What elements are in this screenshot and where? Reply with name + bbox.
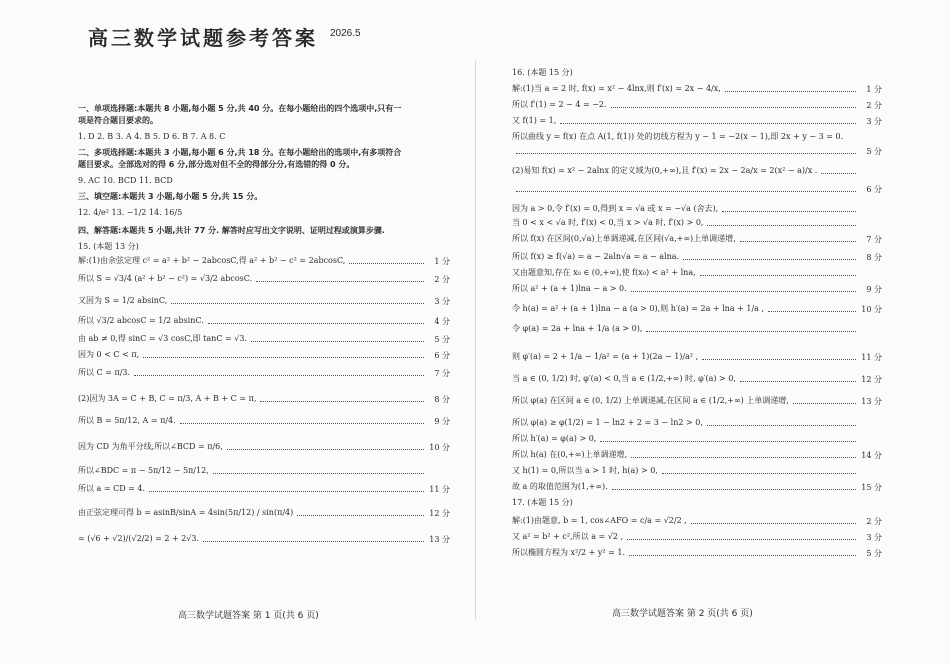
right-page — [512, 56, 882, 646]
answer-line — [78, 296, 167, 306]
dot-leader — [768, 311, 856, 312]
answer-text: 题目要求。全部选对的得 6 分,部分选对但不全的得部分分,有选错的得 0 分。 — [78, 160, 355, 169]
answer-text: 三、填空题:本题共 3 小题,每小题 5 分,共 15 分。 — [78, 192, 263, 201]
dot-leader — [612, 489, 856, 490]
answer-text: 所以 φ(a) ≥ φ(1/2) = 1 − ln2 + 2 = 3 − ln2 > 0, — [512, 418, 703, 427]
answer-line — [78, 226, 385, 236]
answer-line — [78, 466, 209, 476]
answer-line — [512, 396, 789, 406]
answer-text: 因为 a > 0,令 f′(x) = 0,得到 x = √a 或 x = −√a (舍去), — [512, 204, 719, 213]
dot-leader — [171, 303, 424, 304]
dot-leader — [227, 449, 424, 450]
answer-text: 又 h(1) = 0,所以当 a > 1 时, h(a) > 0, — [512, 466, 658, 475]
answer-text: 又因为 S = 1/2 absinC, — [78, 296, 168, 305]
score-mark: 6 分 — [866, 185, 882, 194]
answer-text: 所以椭圆方程为 x²/2 + y² = 1. — [512, 548, 625, 557]
dot-leader — [725, 91, 856, 92]
answer-line — [512, 548, 625, 558]
dot-leader — [631, 291, 856, 292]
answer-text: 项是符合题目要求的。 — [78, 116, 158, 125]
answer-text: 所以 f′(1) = 2 − 4 = −2. — [512, 100, 607, 109]
score-mark: 11 分 — [429, 485, 450, 494]
dot-leader — [793, 403, 856, 404]
answer-text: 二、多项选择题:本题共 3 小题,每小题 6 分,共 18 分。在每小题给出的选项中,有多项符合 — [78, 148, 402, 157]
answer-line — [78, 508, 293, 518]
answer-text: 令 φ(a) = 2a + lna + 1/a (a > 0), — [512, 324, 643, 333]
score-mark: 2 分 — [866, 517, 882, 526]
score-mark: 1 分 — [866, 85, 882, 94]
dot-leader — [134, 375, 424, 376]
answer-text: 所以 a = CD = 4. — [78, 484, 146, 493]
dot-leader — [251, 341, 424, 342]
dot-leader — [256, 281, 424, 282]
answer-line — [512, 100, 607, 110]
answer-text: = (√6 + √2)/(√2/2) = 2 + 2√3. — [78, 534, 200, 543]
answer-text: 一、单项选择题:本题共 8 小题,每小题 5 分,共 40 分。在每小题给出的四个选项中,只有一 — [78, 104, 402, 113]
answer-line — [78, 316, 204, 326]
answer-line — [78, 416, 176, 426]
dot-leader — [560, 123, 856, 124]
answer-text: 1. D 2. B 3. A 4. B 5. D 6. B 7. A 8. C — [78, 132, 226, 141]
dot-leader — [707, 425, 856, 426]
answer-text: 则 φ′(a) = 2 + 1/a − 1/a² = (a + 1)(2a − 1)/a² , — [512, 352, 699, 361]
answer-text: 所以 h(a) 在(0,+∞)上单调递增, — [512, 450, 628, 459]
score-mark: 14 分 — [861, 451, 882, 460]
score-mark: 5 分 — [866, 549, 882, 558]
left-page — [78, 56, 450, 646]
answer-text: 因为 CD 为角平分线,所以∠BCD = π/6, — [78, 442, 223, 451]
score-mark: 10 分 — [429, 443, 450, 452]
answer-line — [512, 252, 679, 262]
dot-leader — [631, 457, 856, 458]
dot-leader — [208, 323, 424, 324]
answer-line — [512, 482, 608, 492]
answer-line — [78, 148, 401, 158]
answer-text: 又 a² = b² + c²,所以 a = √2 , — [512, 532, 624, 541]
answer-line — [512, 166, 817, 176]
answer-text: 所以 B = 5π/12, A = π/4. — [78, 416, 176, 425]
answer-line — [512, 268, 696, 278]
score-mark: 2 分 — [866, 101, 882, 110]
dot-leader — [213, 473, 424, 474]
answer-line — [512, 516, 687, 526]
dot-leader — [627, 539, 856, 540]
dot-leader — [349, 263, 424, 264]
answer-text: 故 a 的取值范围为(1,+∞). — [512, 482, 608, 491]
answer-text: 四、解答题:本题共 5 小题,共计 77 分. 解答时应写出文字说明、证明过程或演算步骤. — [78, 226, 385, 235]
answer-text: 由正弦定理可得 b = asinB/sinA = 4sin(5π/12) / sin(π/4) — [78, 508, 294, 517]
score-mark: 6 分 — [434, 351, 450, 360]
dot-leader — [611, 107, 856, 108]
dot-leader — [700, 275, 856, 276]
score-mark: 9 分 — [866, 285, 882, 294]
score-mark: 15 分 — [861, 483, 882, 492]
answer-text: 当 a ∈ (0, 1/2) 时, φ′(a) < 0,当 a ∈ (1/2,+∞) 时, φ′(a) > 0, — [512, 374, 736, 383]
dot-leader — [821, 173, 856, 174]
dot-leader — [722, 211, 856, 212]
answer-line — [512, 352, 698, 362]
answer-text: (2)易知 f(x) = x² − 2alnx 的定义域为(0,+∞),且 f′(x) = 2x − 2a/x = 2(x² − a)/x . — [512, 166, 818, 175]
answer-line — [78, 484, 145, 494]
answer-text: 所以 √3/2 abcosC = 1/2 absinC. — [78, 316, 204, 325]
right-page-footer: 高三数学试题答案 第 2 页(共 6 页) — [612, 609, 753, 619]
score-mark: 7 分 — [866, 235, 882, 244]
answer-text: 所以 f(x) ≥ f(√a) = a − 2aln√a = a − alna. — [512, 252, 680, 261]
page-divider — [475, 60, 476, 620]
answer-text: 由 ab ≠ 0,得 sinC = √3 cosC,即 tanC = √3. — [78, 334, 247, 343]
answer-text: 所以 f(x) 在区间(0,√a)上单调递减,在区间(√a,+∞)上单调递增, — [512, 234, 736, 243]
answer-line — [512, 466, 658, 476]
answer-line — [78, 334, 247, 344]
answer-line — [512, 418, 703, 428]
score-mark: 13 分 — [861, 397, 882, 406]
dot-leader — [516, 153, 856, 154]
answer-text: 解:(1)由题意, b = 1, cos∠AFO = c/a = √2/2 , — [512, 516, 687, 525]
answer-text: 17. (本题 15 分) — [512, 498, 573, 507]
answer-text: 所以 a² + (a + 1)lna − a > 0. — [512, 284, 627, 293]
answer-text: 16. (本题 15 分) — [512, 68, 573, 77]
answer-line — [512, 374, 736, 384]
answer-text: 因为 0 < C < π, — [78, 350, 140, 359]
answer-text: 所以曲线 y = f(x) 在点 A(1, f(1)) 处的切线方程为 y − 1 = −2(x − 1),即 2x + y − 3 = 0. — [512, 132, 844, 141]
answer-line — [78, 116, 158, 126]
dot-leader — [691, 523, 856, 524]
score-mark: 5 分 — [866, 147, 882, 156]
dot-leader — [683, 259, 856, 260]
page-title: 高三数学试题参考答案 — [88, 26, 318, 50]
answer-line — [512, 204, 718, 214]
answer-line — [512, 84, 721, 94]
answer-line — [512, 284, 627, 294]
answer-line — [78, 192, 262, 202]
answer-text: 所以 φ(a) 在区间 a ∈ (0, 1/2) 上单调递减,在区间 a ∈ (1/2,+∞) 上单调递增, — [512, 396, 789, 405]
dot-leader — [143, 357, 424, 358]
answer-line — [512, 498, 573, 508]
score-mark: 12 分 — [429, 509, 450, 518]
dot-leader — [740, 241, 856, 242]
answer-text: (2)因为 3A = C + B, C = π/3, A + B + C = π, — [78, 394, 257, 403]
answer-line — [78, 132, 225, 142]
dot-leader — [516, 191, 856, 192]
answer-line — [78, 394, 256, 404]
answer-line — [512, 450, 627, 460]
answer-line — [512, 532, 623, 542]
answer-line — [512, 116, 556, 126]
answer-text: 12. 4/e² 13. −1/2 14. 16/5 — [78, 208, 183, 217]
answer-line — [78, 176, 173, 186]
answer-line — [512, 434, 596, 444]
answer-line — [512, 218, 703, 228]
answer-text: 9. AC 10. BCD 11. BCD — [78, 176, 173, 185]
score-mark: 4 分 — [434, 317, 450, 326]
dot-leader — [297, 515, 424, 516]
answer-line — [78, 350, 139, 360]
score-mark: 10 分 — [861, 305, 882, 314]
score-mark: 11 分 — [861, 353, 882, 362]
answer-text: 又由题意知,存在 x₀ ∈ (0,+∞),使 f(x₀) < a² + lna, — [512, 268, 696, 277]
answer-text: 又 f(1) = 1, — [512, 116, 557, 125]
score-mark: 3 分 — [866, 533, 882, 542]
answer-line — [78, 208, 182, 218]
answer-text: 令 h(a) = a² + (a + 1)lna − a (a > 0),则 h′(a) = 2a + lna + 1/a , — [512, 304, 765, 313]
dot-leader — [702, 359, 856, 360]
score-mark: 3 分 — [434, 297, 450, 306]
answer-text: 解:(1)当 a = 2 时, f(x) = x² − 4lnx,则 f′(x) = 2x − 4/x, — [512, 84, 721, 93]
answer-line — [512, 68, 573, 78]
score-mark: 8 分 — [866, 253, 882, 262]
answer-line — [78, 104, 401, 114]
answer-line — [512, 324, 642, 334]
score-mark: 7 分 — [434, 369, 450, 378]
answer-line — [78, 160, 354, 170]
answer-text: 所以 S = √3/4 (a² + b² − c²) = √3/2 abcosC. — [78, 274, 253, 283]
score-mark: 8 分 — [434, 395, 450, 404]
answer-text: 解:(1)由余弦定理 c² = a² + b² − 2abcosC,得 a² + b² − c² = 2abcosC, — [78, 256, 346, 265]
score-mark: 3 分 — [866, 117, 882, 126]
score-mark: 9 分 — [434, 417, 450, 426]
answer-line — [512, 304, 764, 314]
answer-line — [78, 368, 130, 378]
dot-leader — [149, 491, 424, 492]
dot-leader — [662, 473, 856, 474]
answer-text: 当 0 < x < √a 时, f′(x) < 0,当 x > √a 时, f′(x) > 0, — [512, 218, 704, 227]
answer-line — [512, 234, 736, 244]
score-mark: 1 分 — [434, 257, 450, 266]
dot-leader — [707, 225, 856, 226]
answer-text: 所以 C = π/3. — [78, 368, 131, 377]
dot-leader — [180, 423, 424, 424]
dot-leader — [646, 331, 856, 332]
left-page-footer: 高三数学试题答案 第 1 页(共 6 页) — [178, 611, 319, 621]
dot-leader — [600, 441, 856, 442]
score-mark: 5 分 — [434, 335, 450, 344]
score-mark: 12 分 — [861, 375, 882, 384]
answer-line — [78, 242, 139, 252]
answer-text: 所以∠BDC = π − 5π/12 − 5π/12, — [78, 466, 209, 475]
answer-text: 所以 h′(a) = φ(a) > 0, — [512, 434, 597, 443]
dot-leader — [629, 555, 856, 556]
score-mark: 13 分 — [429, 535, 450, 544]
answer-line — [78, 534, 199, 544]
answer-line — [78, 256, 345, 266]
dot-leader — [740, 381, 856, 382]
exam-date: 2026.5 — [330, 28, 361, 39]
dot-leader — [203, 541, 424, 542]
answer-line — [512, 132, 843, 142]
answer-line — [78, 442, 223, 452]
dot-leader — [260, 401, 424, 402]
answer-line — [78, 274, 252, 284]
answer-text: 15. (本题 13 分) — [78, 242, 139, 251]
score-mark: 2 分 — [434, 275, 450, 284]
